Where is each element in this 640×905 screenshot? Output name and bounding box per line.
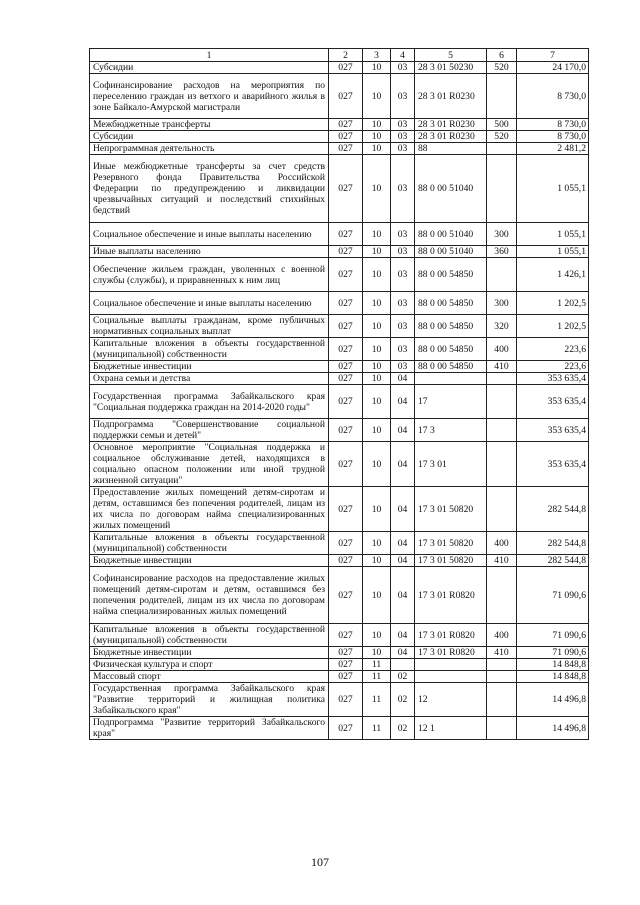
row-name: Подпрограмма "Совершенствование социальной поддержки семьи и детей"	[90, 419, 329, 442]
row-expense-type	[487, 567, 517, 624]
column-header-3: 3	[363, 49, 391, 62]
row-grbs: 027	[329, 315, 363, 338]
table-row	[90, 683, 589, 717]
row-expense-type	[487, 487, 517, 532]
row-target-item: 28 3 01 R0230	[415, 119, 487, 131]
row-amount: 353 635,4	[517, 442, 589, 487]
row-amount: 353 635,4	[517, 419, 589, 442]
table-row	[90, 717, 589, 740]
row-target-item: 88 0 00 54850	[415, 258, 487, 292]
row-name: Бюджетные инвестиции	[90, 555, 329, 567]
row-grbs: 027	[329, 246, 363, 258]
row-subsection: 03	[391, 315, 415, 338]
row-name: Субсидии	[90, 131, 329, 143]
row-name: Подпрограмма "Развитие территорий Забайкальского края"	[90, 717, 329, 740]
row-target-item	[415, 659, 487, 671]
row-amount: 24 170,0	[517, 62, 589, 74]
row-subsection: 02	[391, 683, 415, 717]
row-expense-type	[487, 671, 517, 683]
row-amount: 14 496,8	[517, 717, 589, 740]
row-subsection: 03	[391, 131, 415, 143]
row-name: Государственная программа Забайкальского края "Развитие территорий и жилищная политика Забайкальского края"	[90, 683, 329, 717]
row-grbs: 027	[329, 223, 363, 246]
row-subsection: 03	[391, 258, 415, 292]
row-target-item: 28 3 01 R0230	[415, 131, 487, 143]
row-subsection: 03	[391, 246, 415, 258]
row-name: Бюджетные инвестиции	[90, 361, 329, 373]
row-target-item	[415, 671, 487, 683]
row-amount: 353 635,4	[517, 373, 589, 385]
table-row	[90, 119, 589, 131]
row-target-item: 88 0 00 51040	[415, 155, 487, 223]
row-target-item: 17 3 01 50820	[415, 555, 487, 567]
row-section: 10	[363, 131, 391, 143]
row-section: 10	[363, 223, 391, 246]
row-section: 10	[363, 143, 391, 155]
row-amount: 1 426,1	[517, 258, 589, 292]
row-section: 10	[363, 361, 391, 373]
row-subsection: 04	[391, 647, 415, 659]
row-section: 10	[363, 119, 391, 131]
row-grbs: 027	[329, 532, 363, 555]
row-expense-type: 400	[487, 624, 517, 647]
row-target-item: 88 0 00 54850	[415, 338, 487, 361]
table-row	[90, 62, 589, 74]
row-grbs: 027	[329, 647, 363, 659]
row-expense-type: 400	[487, 532, 517, 555]
row-subsection: 03	[391, 143, 415, 155]
row-grbs: 027	[329, 131, 363, 143]
row-section: 11	[363, 671, 391, 683]
row-section: 10	[363, 385, 391, 419]
row-target-item: 88	[415, 143, 487, 155]
table-row	[90, 624, 589, 647]
row-grbs: 027	[329, 567, 363, 624]
row-expense-type: 500	[487, 119, 517, 131]
column-header-4: 4	[391, 49, 415, 62]
row-section: 10	[363, 246, 391, 258]
row-amount: 71 090,6	[517, 647, 589, 659]
row-expense-type	[487, 373, 517, 385]
row-expense-type	[487, 419, 517, 442]
row-subsection: 04	[391, 419, 415, 442]
row-subsection: 04	[391, 532, 415, 555]
row-section: 11	[363, 683, 391, 717]
row-subsection: 03	[391, 361, 415, 373]
table-row	[90, 315, 589, 338]
table-row	[90, 419, 589, 442]
row-grbs: 027	[329, 119, 363, 131]
row-amount: 282 544,8	[517, 555, 589, 567]
row-section: 10	[363, 258, 391, 292]
row-grbs: 027	[329, 74, 363, 119]
row-section: 10	[363, 487, 391, 532]
row-expense-type	[487, 717, 517, 740]
row-section: 10	[363, 338, 391, 361]
row-amount: 1 055,1	[517, 155, 589, 223]
row-grbs: 027	[329, 683, 363, 717]
row-expense-type: 520	[487, 131, 517, 143]
row-expense-type: 520	[487, 62, 517, 74]
row-expense-type: 320	[487, 315, 517, 338]
row-name: Социальное обеспечение и иные выплаты населению	[90, 223, 329, 246]
row-grbs: 027	[329, 487, 363, 532]
table-row	[90, 155, 589, 223]
row-grbs: 027	[329, 361, 363, 373]
row-section: 10	[363, 315, 391, 338]
table-row	[90, 567, 589, 624]
row-target-item: 88 0 00 54850	[415, 292, 487, 315]
row-section: 10	[363, 555, 391, 567]
column-header-5: 5	[415, 49, 487, 62]
row-subsection: 04	[391, 567, 415, 624]
row-target-item	[415, 373, 487, 385]
row-amount: 71 090,6	[517, 624, 589, 647]
row-amount: 282 544,8	[517, 532, 589, 555]
row-amount: 282 544,8	[517, 487, 589, 532]
row-section: 10	[363, 567, 391, 624]
row-amount: 14 848,8	[517, 659, 589, 671]
row-subsection: 03	[391, 155, 415, 223]
row-name: Государственная программа Забайкальского края "Социальная поддержка граждан на 2014-2020 годы"	[90, 385, 329, 419]
row-subsection: 03	[391, 119, 415, 131]
table-row	[90, 647, 589, 659]
row-name: Капитальные вложения в объекты государственной (муниципальной) собственности	[90, 338, 329, 361]
row-section: 10	[363, 624, 391, 647]
row-grbs: 027	[329, 717, 363, 740]
row-expense-type: 410	[487, 647, 517, 659]
row-target-item: 28 3 01 50230	[415, 62, 487, 74]
row-amount: 223,6	[517, 338, 589, 361]
row-amount: 8 730,0	[517, 119, 589, 131]
row-amount: 2 481,2	[517, 143, 589, 155]
row-amount: 223,6	[517, 361, 589, 373]
row-target-item: 17 3 01 50820	[415, 487, 487, 532]
row-subsection: 04	[391, 373, 415, 385]
row-section: 10	[363, 62, 391, 74]
row-name: Обеспечение жильем граждан, уволенных с военной службы (службы), и приравненных к ним лиц	[90, 258, 329, 292]
table-row	[90, 555, 589, 567]
row-amount: 353 635,4	[517, 385, 589, 419]
row-subsection: 04	[391, 487, 415, 532]
row-grbs: 027	[329, 292, 363, 315]
table-row	[90, 361, 589, 373]
row-target-item: 17 3 01 50820	[415, 532, 487, 555]
table-row	[90, 385, 589, 419]
row-amount: 1 055,1	[517, 223, 589, 246]
row-target-item: 12 1	[415, 717, 487, 740]
row-subsection: 04	[391, 624, 415, 647]
row-section: 10	[363, 647, 391, 659]
row-subsection: 03	[391, 62, 415, 74]
row-target-item: 17 3 01 R0820	[415, 624, 487, 647]
row-grbs: 027	[329, 143, 363, 155]
table-row	[90, 292, 589, 315]
row-target-item: 88 0 00 51040	[415, 223, 487, 246]
column-header-6: 6	[487, 49, 517, 62]
row-subsection: 02	[391, 717, 415, 740]
row-subsection: 04	[391, 385, 415, 419]
row-target-item: 88 0 00 51040	[415, 246, 487, 258]
table-row	[90, 258, 589, 292]
row-amount: 14 848,8	[517, 671, 589, 683]
row-name: Основное мероприятие "Социальная поддержка и социальное обслуживание детей, находящихся в социально опасном положении или иной трудной жизненной ситуации"	[90, 442, 329, 487]
row-target-item: 17 3 01	[415, 442, 487, 487]
table-row	[90, 487, 589, 532]
row-name: Капитальные вложения в объекты государственной (муниципальной) собственности	[90, 532, 329, 555]
row-grbs: 027	[329, 155, 363, 223]
table-body	[90, 62, 589, 740]
table-row	[90, 338, 589, 361]
row-expense-type: 300	[487, 292, 517, 315]
row-expense-type: 400	[487, 338, 517, 361]
row-subsection: 04	[391, 555, 415, 567]
row-name: Предоставление жилых помещений детям-сиротам и детям, оставшимся без попечения родителей, лицам из их числа по договорам найма специализированных жилых помещений	[90, 487, 329, 532]
row-grbs: 027	[329, 555, 363, 567]
row-subsection: 03	[391, 74, 415, 119]
row-expense-type	[487, 442, 517, 487]
row-subsection: 03	[391, 292, 415, 315]
row-name: Софинансирование расходов на предоставление жилых помещений детям-сиротам и детям, оставшимся без попечения родителей, лицам из их числа по договорам найма специализированных жилых помещений	[90, 567, 329, 624]
row-amount: 1 202,5	[517, 292, 589, 315]
row-grbs: 027	[329, 373, 363, 385]
row-expense-type	[487, 74, 517, 119]
row-name: Капитальные вложения в объекты государственной (муниципальной) собственности	[90, 624, 329, 647]
row-subsection: 02	[391, 671, 415, 683]
row-target-item: 17	[415, 385, 487, 419]
row-section: 11	[363, 717, 391, 740]
header-row	[90, 49, 589, 62]
page-number: 107	[311, 855, 329, 869]
row-section: 11	[363, 659, 391, 671]
row-name: Софинансирование расходов на мероприятия по переселению граждан из ветхого и аварийного жилья в зоне Байкало-Амурской магистрали	[90, 74, 329, 119]
table-row	[90, 143, 589, 155]
row-name: Иные межбюджетные трансферты за счет средств Резервного фонда Правительства Российской Федерации по предупреждению и ликвидации чрезвычайных ситуаций и последствий стихийных бедствий	[90, 155, 329, 223]
row-grbs: 027	[329, 442, 363, 487]
row-name: Бюджетные инвестиции	[90, 647, 329, 659]
row-subsection: 03	[391, 223, 415, 246]
table-row	[90, 246, 589, 258]
row-subsection	[391, 659, 415, 671]
row-expense-type	[487, 659, 517, 671]
table-row	[90, 442, 589, 487]
row-section: 10	[363, 155, 391, 223]
row-grbs: 027	[329, 258, 363, 292]
row-section: 10	[363, 373, 391, 385]
row-amount: 8 730,0	[517, 74, 589, 119]
table-row	[90, 74, 589, 119]
row-expense-type	[487, 385, 517, 419]
row-name: Социальное обеспечение и иные выплаты населению	[90, 292, 329, 315]
row-name: Охрана семьи и детства	[90, 373, 329, 385]
row-grbs: 027	[329, 385, 363, 419]
column-header-7: 7	[517, 49, 589, 62]
row-section: 10	[363, 532, 391, 555]
column-header-2: 2	[329, 49, 363, 62]
row-grbs: 027	[329, 338, 363, 361]
row-grbs: 027	[329, 62, 363, 74]
row-section: 10	[363, 292, 391, 315]
row-expense-type	[487, 155, 517, 223]
row-amount: 14 496,8	[517, 683, 589, 717]
table-row	[90, 131, 589, 143]
row-section: 10	[363, 442, 391, 487]
row-subsection: 03	[391, 338, 415, 361]
table-row	[90, 532, 589, 555]
row-expense-type: 300	[487, 223, 517, 246]
row-grbs: 027	[329, 671, 363, 683]
row-section: 10	[363, 419, 391, 442]
row-target-item: 12	[415, 683, 487, 717]
row-expense-type	[487, 143, 517, 155]
row-target-item: 88 0 00 54850	[415, 361, 487, 373]
row-name: Субсидии	[90, 62, 329, 74]
table-row	[90, 659, 589, 671]
row-amount: 1 055,1	[517, 246, 589, 258]
row-expense-type: 410	[487, 555, 517, 567]
row-name: Межбюджетные трансферты	[90, 119, 329, 131]
row-subsection: 04	[391, 442, 415, 487]
row-expense-type	[487, 683, 517, 717]
row-name: Массовый спорт	[90, 671, 329, 683]
row-target-item: 17 3 01 R0820	[415, 647, 487, 659]
row-target-item: 17 3	[415, 419, 487, 442]
table-row	[90, 671, 589, 683]
budget-table	[89, 48, 589, 740]
row-grbs: 027	[329, 624, 363, 647]
row-target-item: 88 0 00 54850	[415, 315, 487, 338]
row-grbs: 027	[329, 419, 363, 442]
row-target-item: 17 3 01 R0820	[415, 567, 487, 624]
row-expense-type: 410	[487, 361, 517, 373]
row-amount: 8 730,0	[517, 131, 589, 143]
row-target-item: 28 3 01 R0230	[415, 74, 487, 119]
row-expense-type	[487, 258, 517, 292]
row-section: 10	[363, 74, 391, 119]
row-name: Иные выплаты населению	[90, 246, 329, 258]
table-row	[90, 373, 589, 385]
row-name: Физическая культура и спорт	[90, 659, 329, 671]
row-grbs: 027	[329, 659, 363, 671]
row-name: Социальные выплаты гражданам, кроме публичных нормативных социальных выплат	[90, 315, 329, 338]
row-expense-type: 360	[487, 246, 517, 258]
row-amount: 1 202,5	[517, 315, 589, 338]
table-row	[90, 223, 589, 246]
row-name: Непрограммная деятельность	[90, 143, 329, 155]
row-amount: 71 090,6	[517, 567, 589, 624]
column-header-1: 1	[90, 49, 329, 62]
